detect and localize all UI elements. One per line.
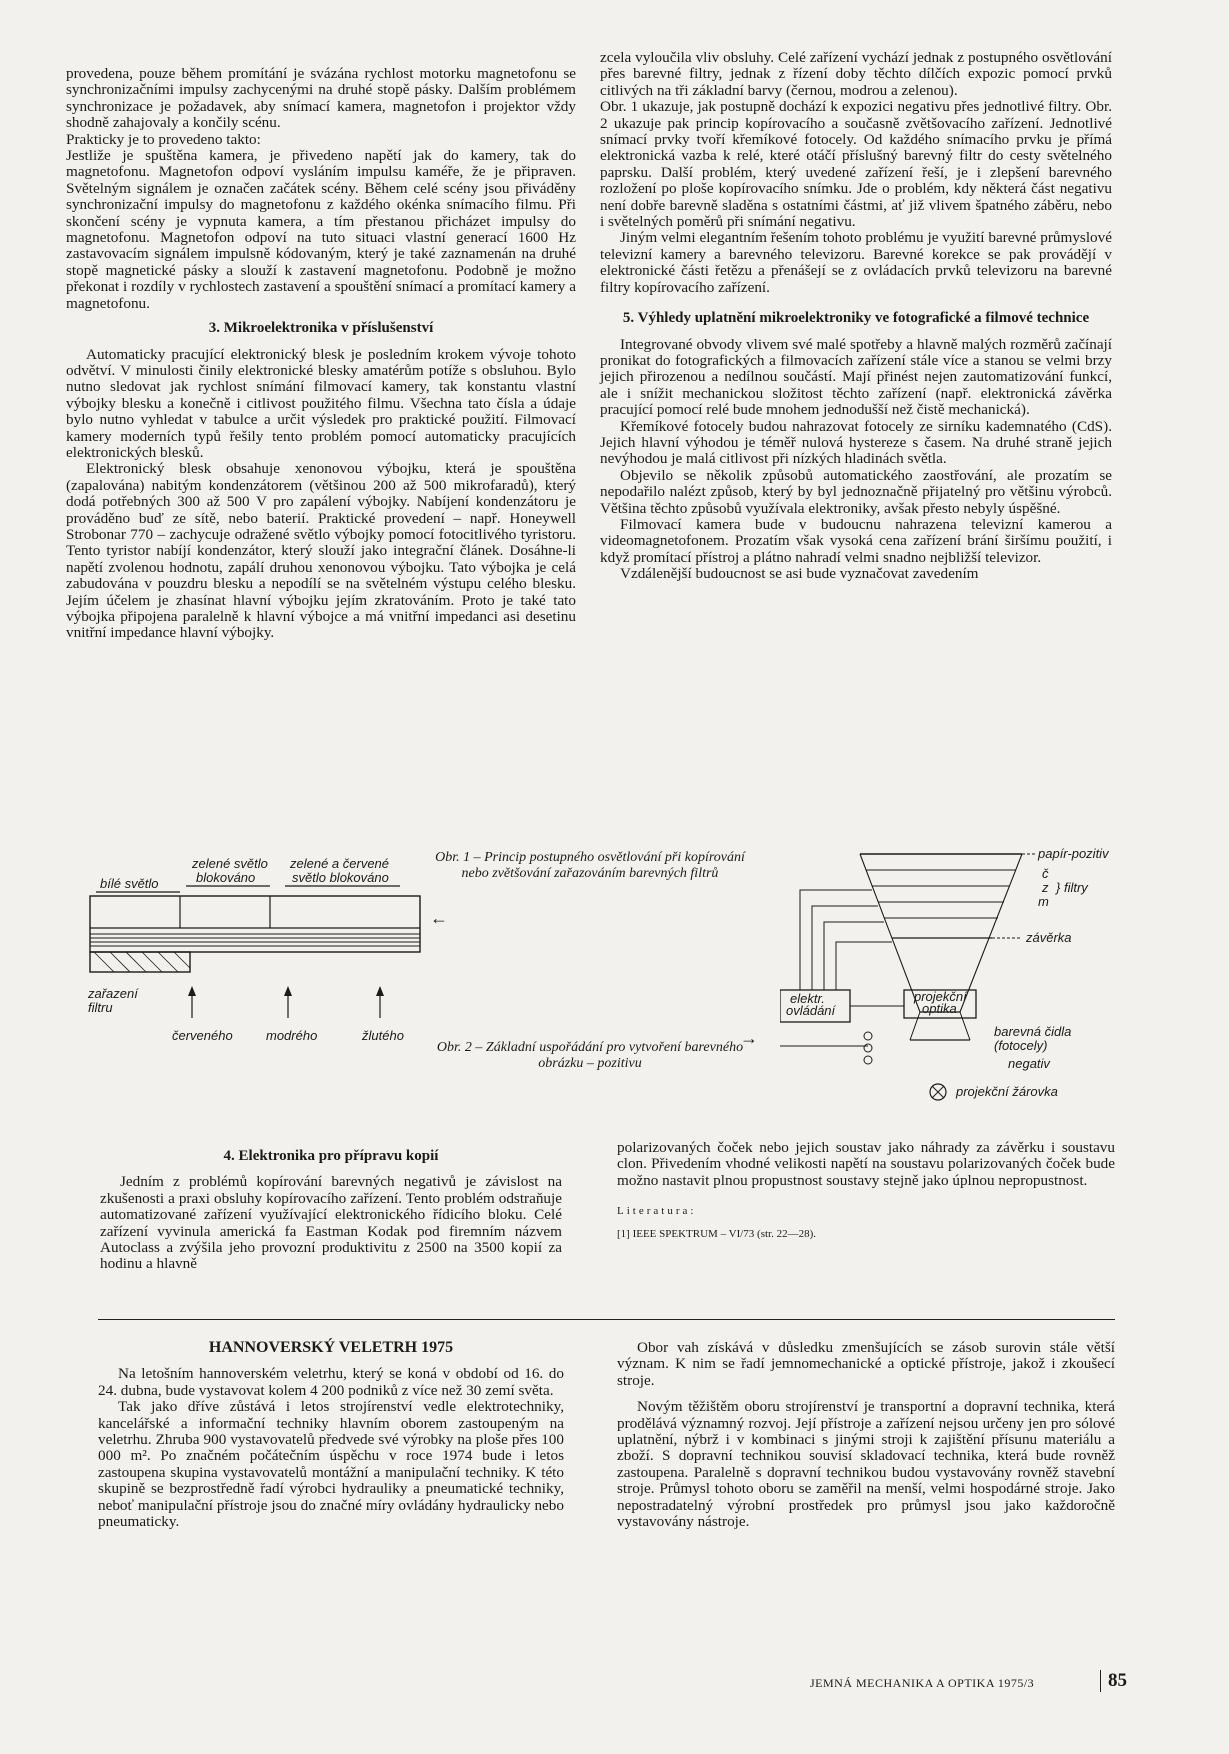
paragraph: Prakticky je to provedeno takto: — [66, 130, 261, 148]
label-green-blocked: zelené světlo blokováno — [192, 856, 268, 885]
arrow-left-icon: ← — [430, 908, 448, 928]
label-positive: papír-pozitiv — [1038, 846, 1109, 861]
label-negative: negativ — [1008, 1056, 1050, 1071]
section-5-heading: 5. Výhledy uplatnění mikroelektroniky ve fotografické a filmové technice — [622, 310, 1090, 327]
figure-1-diagram — [80, 850, 440, 1070]
paragraph: Obor vah získává v důsledku zmenšujících se zásob surovin stále větší význam. K nim se řadí jemnomechanické a optické přístroje, jakož i zkoušecí stroje. — [617, 1339, 1115, 1389]
footer-separator — [1100, 1670, 1101, 1692]
figure-2-diagram — [780, 840, 1130, 1110]
column-right-mid — [617, 1140, 1115, 1242]
paragraph: Jestliže je spuštěna kamera, je přivedeno napětí jak do kamery, tak do magnetofonu. Magnetofon odpoví vysláním impulsu kaméře, že je připraven. Světelným signálem je označen začátek scény. Během celé scény jsou přiváděny synchronizační impulsy do magnetofonu z každého okénka snímacího filmu. Při skončení scény je vypnuta kamera, a tím přestanou přicházet impulsy do magnetofonu. Magnetofon odpoví na tuto situaci vlastní generací 1600 Hz zastavovacím signálem impulsně kódovaným, který je také zaznamenán na druhé stopě magnetické pásky a slouží k zastavení magnetofonu. Podobně je možno překonat i rozdíly v rychlostech zastavení a spouštění snímací a promítací kamery a magnetofonu. — [66, 147, 576, 312]
arrow-right-icon: → — [740, 1028, 758, 1048]
literature-item: [1] IEEE SPEKTRUM – VI/73 (str. 22—28). — [617, 1227, 817, 1240]
label-lamp: projekční žárovka — [956, 1084, 1058, 1099]
label-filter-c: č — [1042, 866, 1049, 881]
paragraph: Jedním z problémů kopírování barevných negativů je závislost na zkušenosti a praxi obsluhy kopírovacího zařízení. Tento problém odstraňuje automatizované zařízení využívající elektronického řídicího bloku. Celé zařízení vyvinula americká fa Eastman Kodak pod firemním názvem Autoclass a zvýšila jeho provozní produktivitu z 2500 na 3500 kopií za hodinu a hlavně — [100, 1173, 562, 1273]
label-red: červeného — [172, 1028, 233, 1043]
paragraph: Elektronický blesk obsahuje xenonovou výbojku, která je spouštěna (zapalována) nabitým kondenzátorem (většinou 200 až 500 mikrofaradů), který dodá potřebných 300 až 500 V pro zapálení výbojky. Nabíjení kondenzátoru je prováděno buď ze sítě, nebo baterií. Praktické provedení – např. Honeywell Strobonar 770 – zachycuje odražené světlo výbojky pomocí fotocitlivého tyristoru. Tento tyristor nabíjí kondenzátor, který slouží jako integrační článek. Dosáhne-li napětí zvolenou hodnotu, zapálí druhou xenonovou výbojku. Tato výbojka je celá zabudována v pouzdru blesku a nepodílí se na světelném výstupu celého blesku. Jejím účelem je zhasínat hlavní výbojku jejím zkratováním. Proto je také tato výbojka připojena paralelně k hlavní výbojce a má vnitřní impedanci asi desetinu vnitřní impedance hlavní výbojky. — [66, 460, 576, 642]
paragraph: zcela vyloučila vliv obsluhy. Celé zařízení vychází jednak z postupného osvětlování přes barevné filtry, jednak z řízení doby těchto dílčích expozic pomocí prvků citlivých na tři základní barvy (černou, modrou a zelenou). — [600, 49, 1112, 99]
page-number: 85 — [1108, 1670, 1127, 1691]
label-white-light: bílé světlo — [100, 876, 159, 891]
article-2-left — [98, 1340, 564, 1530]
label-filter-m: m — [1038, 894, 1049, 909]
paragraph: Jiným velmi elegantním řešením tohoto problému je využití barevné průmyslové televizní kamery a barevného televizoru. Barevné korekce se pak provádějí v elektronické části řetězu a přenášejí se z ovládacích prvků televizoru na barevné filtry kopírovacího zařízení. — [600, 229, 1112, 296]
paragraph: Křemíkové fotocely budou nahrazovat fotocely ze sirníku kademnatého (CdS). Jejich hlavní výhodou je téměř nulová hystereze s časem. Na druhé straně jejich nevýhodou je malá citlivost při nízkých hladinách světla. — [600, 417, 1112, 468]
paragraph: Filmovací kamera bude v budoucnu nahrazena televizní kamerou a videomagnetofonem. Prozatím však vysoká cena zařízení brání širšímu použití, i když promítací přístroj a plátno nahradí velmi snadno nejbližší televizor. — [600, 515, 1112, 566]
label-green-red-blocked: zelené a červené světlo blokováno — [290, 856, 390, 885]
label-filters: } filtry — [1056, 880, 1088, 895]
paragraph: Obr. 1 ukazuje, jak postupně dochází k expozici negativu přes jednotlivé filtry. Obr. 2 ukazuje pak princip kopírovacího a současně zvětšovacího zařízení. Jednotlivé snímací prvky tvoří křemíkové fotocely. Od každého snímacího prvku je přímá elektronická vazba k relé, které otáčí příslušný barevný filtr do cesty světelného paprsku. Další problém, který uvedené zařízení řeší, je i zlepšení barevného rozložení po ploše kopírovacího snímku. Jde o problém, kdy některá část negativu není dobře barevně sladěna s ostatními částmi, ať již vlivem špatného záběru, nebo i světelných poměrů při snímání negativu. — [600, 98, 1112, 231]
paragraph: Integrované obvody vlivem své malé spotřeby a hlavně malých rozměrů začínají pronikat do fotografických a filmovacích zařízení stále více a stanou se velmi brzy jejich přirozenou a nedílnou součástí. Mají přinést nejen zautomatizování funkcí, ale i snížit mechanickou složitost těchto zařízení (např. elektronická závěrka pracující pomocí relé bude mnohem jednodušší než čistě mechanická). — [600, 335, 1112, 419]
literature-label: Literatura: — [617, 1205, 697, 1218]
paragraph: Tak jako dříve zůstává i letos strojírenství vedle elektrotechniky, kancelářské a informační techniky hlavním oborem zastoupeným na veletrhu. Zhruba 900 vystavovatelů předvede své výrobky na ploše přes 100 000 m². Po značném počátečním úspěchu v roce 1974 bude i letos zastoupena skupina vystavovatelů montážní a manipulační techniky. K této skupině se bezprostředně řadí výrobci hydrauliky a pneumatické techniky, neboť manipulační přístroje jsou do značné míry ovládány hydraulicky nebo pneumaticky. — [98, 1398, 564, 1531]
paragraph: Na letošním hannoverském veletrhu, který se koná v období od 16. do 24. dubna, bude vystavovat kolem 4 200 podniků z více než 30 zemí světa. — [98, 1365, 564, 1399]
column-left-top — [66, 66, 576, 642]
article-2-title: HANNOVERSKÝ VELETRH 1975 — [208, 1339, 454, 1356]
paragraph: Vzdálenější budoucnost se asi bude vyznačovat zavedením — [620, 565, 979, 583]
section-3-heading: 3. Mikroelektronika v příslušenství — [208, 320, 434, 337]
label-filter-in: zařazení filtru — [88, 986, 138, 1015]
label-yellow: žlutého — [362, 1028, 404, 1043]
label-projection-optics: projekční optika — [914, 989, 967, 1016]
column-right-top — [600, 50, 1112, 583]
article-2-right — [617, 1340, 1115, 1530]
article-divider — [98, 1319, 1115, 1320]
journal-footer: JEMNÁ MECHANIKA A OPTIKA 1975/3 — [810, 1676, 1035, 1690]
figure-2-caption: Obr. 2 – Základní uspořádání pro vytvoření barevného obrázku – pozitivu — [436, 1040, 744, 1071]
paragraph: polarizovaných čoček nebo jejich soustav jako náhrady za závěrku i soustavu clon. Přivedením vhodné velikosti napětí na soustavu polarizovaných čoček bude možno nastavit plnou propustnost soustavy stejně jako úplnou nepropustnost. — [617, 1139, 1115, 1189]
section-4-heading: 4. Elektronika pro přípravu kopií — [223, 1148, 439, 1164]
paragraph: Novým těžištěm oboru strojírenství je transportní a dopravní technika, která prodělává významný rozvoj. Její přístroje a zařízení nejsou určeny jen pro sólové uplatnění, nýbrž i v kombinaci s jinými stroji k zajištění přísunu materiálu a zboží. S dopravní technikou souvisí skladovací technika, která bude rovněž zastoupena. Paralelně s dopravní technikou budou vystavovány rovněž stavební stroje. Průmysl tohoto oboru se zaměřil na menší, velmi hospodárné stroje. Jako nepostradatelný výrobní prostředek pro průmysl jsou jako každoročně vystavovány nástroje. — [617, 1398, 1115, 1531]
label-electronics: elektr. ovládání — [786, 991, 836, 1018]
figure-1-caption: Obr. 1 – Princip postupného osvětlování při kopírování nebo zvětšování zařazováním barevných filtrů — [435, 850, 745, 881]
label-blue: modrého — [266, 1028, 318, 1043]
paragraph: Automaticky pracující elektronický blesk je posledním krokem vývoje tohoto odvětví. V minulosti činily elektronické blesky amatérům potíže s obsluhou. Bylo nutno sledovat jak rychlost snímání filmovací kamery, tak konstantu vlastní výbojky blesku a konečně i citlivost použitého filmu. Všechna tato čísla a údaje bylo nutno vyhledat v tabulce a určit výsledek pro praktické použití. Filmovací kamery moderních typů řešily tento problém pomocí automaticky pracujících elektronických blesků. — [66, 345, 576, 461]
section-4 — [100, 1140, 562, 1273]
label-filter-z: z — [1042, 880, 1049, 895]
paragraph: provedena, pouze během promítání je svázána rychlost motorku magnetofonu se synchronizačními impulsy zachycenými na druhé stopě pásky. Dalším problémem synchronizace je požadavek, aby snímací kamera, magnetofon i projektor vždy shodně zahajovaly a končily scénu. — [66, 65, 576, 132]
paragraph: Objevilo se několik způsobů automatického zaostřování, ale prozatím se nepodařilo nalézt způsob, který by byl jednoznačně přijatelný pro většinu výrobců. Většina těchto způsobů využívala elektroniky, avšak přesto nebyly úspěšné. — [600, 466, 1112, 517]
label-cells: barevná čidla (fotocely) — [994, 1024, 1072, 1053]
label-shutter: závěrka — [1026, 930, 1072, 945]
